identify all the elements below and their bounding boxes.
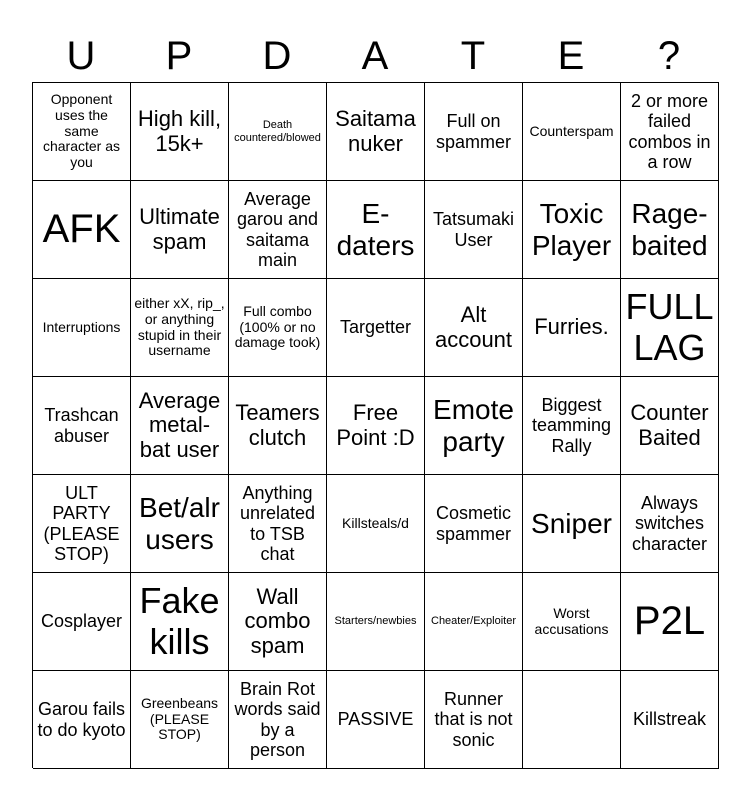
bingo-cell: Emote party (425, 377, 523, 475)
bingo-cell: Bet/alr users (131, 475, 229, 573)
bingo-cell: Runner that is not sonic (425, 671, 523, 769)
bingo-cell: Ultimate spam (131, 181, 229, 279)
header-letter: P (165, 34, 193, 78)
bingo-cell: Biggest teamming Rally (523, 377, 621, 475)
bingo-cell: Teamers clutch (229, 377, 327, 475)
bingo-cell: Average metal-bat user (131, 377, 229, 475)
bingo-cell: AFK (33, 181, 131, 279)
bingo-cell: Sniper (523, 475, 621, 573)
bingo-cell: Cosplayer (33, 573, 131, 671)
bingo-cell: Starters/newbies (327, 573, 425, 671)
bingo-cell: FULL LAG (621, 279, 719, 377)
bingo-cell: Toxic Player (523, 181, 621, 279)
bingo-cell: 2 or more failed combos in a row (621, 83, 719, 181)
bingo-cell: Death countered/blowed (229, 83, 327, 181)
header-letter: T (460, 34, 486, 78)
bingo-cell: Brain Rot words said by a person (229, 671, 327, 769)
bingo-cell: P2L (621, 573, 719, 671)
bingo-grid (32, 82, 719, 768)
bingo-cell: Anything unrelated to TSB chat (229, 475, 327, 573)
bingo-cell: PASSIVE (327, 671, 425, 769)
bingo-cell: Greenbeans (PLEASE STOP) (131, 671, 229, 769)
bingo-cell: Killsteals/d (327, 475, 425, 573)
bingo-cell: High kill, 15k+ (131, 83, 229, 181)
bingo-cell: Tatsumaki User (425, 181, 523, 279)
bingo-cell: Free Point :D (327, 377, 425, 475)
header-letter: U (66, 34, 96, 78)
bingo-cell: Wall combo spam (229, 573, 327, 671)
bingo-cell: Counterspam (523, 83, 621, 181)
bingo-cell: Trashcan abuser (33, 377, 131, 475)
bingo-cell: either xX, rip_, or anything stupid in their username (131, 279, 229, 377)
bingo-cell: Cosmetic spammer (425, 475, 523, 573)
bingo-cell: Fake kills (131, 573, 229, 671)
bingo-header (32, 30, 718, 82)
bingo-cell: Full combo (100% or no damage took) (229, 279, 327, 377)
bingo-cell: Rage-baited (621, 181, 719, 279)
bingo-cell: Worst accusations (523, 573, 621, 671)
bingo-cell: Garou fails to do kyoto (33, 671, 131, 769)
bingo-cell: Interruptions (33, 279, 131, 377)
bingo-cell: Cheater/Exploiter (425, 573, 523, 671)
bingo-cell: Saitama nuker (327, 83, 425, 181)
bingo-cell: Alt account (425, 279, 523, 377)
bingo-cell: Opponent uses the same character as you (33, 83, 131, 181)
header-letter: E (557, 34, 585, 78)
header-letter: ? (657, 34, 681, 78)
bingo-cell: Targetter (327, 279, 425, 377)
header-letter: A (361, 34, 389, 78)
bingo-cell: Furries. (523, 279, 621, 377)
bingo-cell: Counter Baited (621, 377, 719, 475)
bingo-cell: E-daters (327, 181, 425, 279)
bingo-cell: Always switches character (621, 475, 719, 573)
bingo-cell: Killstreak (621, 671, 719, 769)
bingo-cell: Full on spammer (425, 83, 523, 181)
bingo-cell: ULT PARTY (PLEASE STOP) (33, 475, 131, 573)
bingo-cell-empty (523, 671, 621, 769)
bingo-cell: Average garou and saitama main (229, 181, 327, 279)
header-letter: D (262, 34, 292, 78)
